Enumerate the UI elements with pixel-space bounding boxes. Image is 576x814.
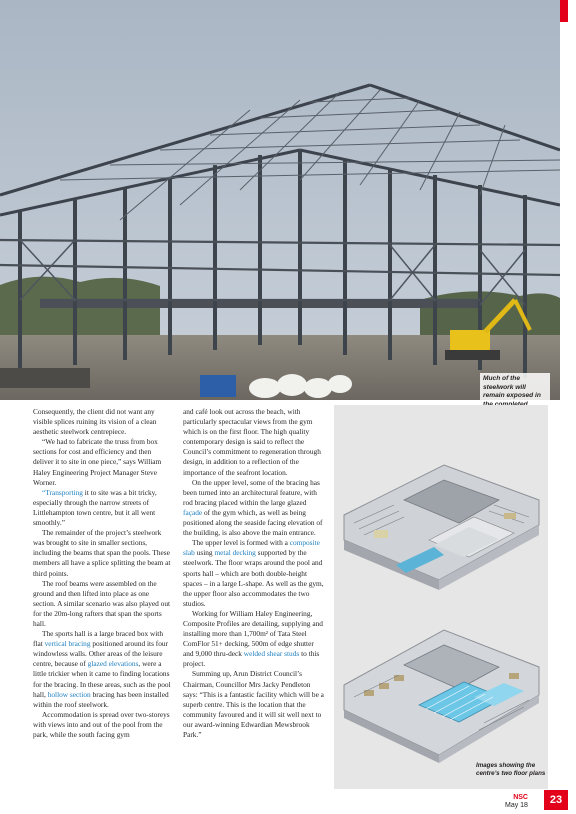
paragraph: and café look out across the beach, with particularly spectacular views from the gym which is on the first floor. The high quality contemporary design is said to reflect the Council’s commitment to regeneration through design, in addition to a reflection of the importance of the seafront location. [183, 407, 321, 477]
link-composite-slab[interactable]: composite slab [183, 538, 320, 558]
magazine-name: NSC [513, 794, 528, 801]
paragraph: “We had to fabricate the truss from box sections for cost and efficiency and then deliver it to site in one piece,” says William Haley Engineering Project Manager Steve Worner. [33, 437, 162, 487]
footer-magazine [505, 794, 528, 810]
link-vertical-bracing[interactable]: vertical bracing [44, 639, 91, 649]
link-hollow-section[interactable]: hollow section [47, 689, 91, 699]
paragraph [33, 488, 173, 528]
link-transporting[interactable]: “Transporting [42, 487, 83, 497]
paragraph: The remainder of the project’s steelwork was brought to site in smaller sections, including the beams that span the pools. These members all have a splice splitting the beam at third points. [33, 528, 171, 578]
link-facade[interactable]: façade [183, 507, 203, 517]
issue-date: May 18 [505, 802, 528, 810]
paragraph-text: supported by the steelwork. The floor wraps around the pool and sports hall – which are both double-height spaces – in a large L-shape. As well as the gym, the upper floor also accommodates the two studios. [183, 548, 324, 608]
floor-plans-caption: Images showing the centre’s two floor plans [476, 762, 546, 778]
article-column-1 [33, 407, 173, 740]
paragraph [33, 629, 173, 710]
paragraph-text: The upper level is formed with a [192, 538, 290, 548]
link-glazed-elevations[interactable]: glazed elevations [87, 659, 139, 669]
paragraph: Consequently, the client did not want any visible splices ruining its vision of a clean aesthetic steelwork centrepiece. [33, 407, 157, 437]
paragraph-text: using [194, 548, 215, 558]
paragraph-text: it to site was a bit tricky, especially through the narrow streets of Littlehampton town centre, but it all went smoothly.” [33, 487, 157, 528]
article-column-2 [183, 407, 326, 740]
paragraph [183, 538, 326, 609]
paragraph: The roof beams were assembled on the ground and then lifted into place as one section. A similar scenario was also played out for the 20m-long rafters that span the sports hall. [33, 578, 171, 628]
paragraph-text: , were a little trickier when it came to finding locations for the bracing. In these areas, such as the pool hall, [33, 659, 171, 699]
paragraph-text: of the gym which, as well as being positioned along the seaside facing elevation of the building, is also above the main entrance. [183, 507, 323, 538]
steelwork-photo [0, 0, 560, 400]
paragraph: Summing up, Arun District Council’s Chairman, Councillor Mrs Jacky Pendleton says: “This is a fantastic facility which will be a superb centre. This is the location that the community favoured and it will sit well next to our award-winning Edwardian Mewsbrook Park.” [183, 669, 324, 739]
paragraph-text: The sports hall is a large braced box with flat [33, 629, 164, 649]
paragraph [183, 478, 326, 539]
paragraph-text: On the upper level, some of the bracing has been turned into an architectural feature, with rod bracing placed within the large glazed [183, 477, 320, 507]
paragraph-text: positioned around its four windowless walls. Other areas of the leisure centre, because of [33, 639, 169, 669]
paragraph-text: Working for William Haley Engineering, Composite Profiles are detailing, supplying and installing more than 1,700m² of Tata Steel ComFlor 51+ decking, 500m of edge shutter and 9,000 thru-deck [183, 608, 323, 659]
paragraph-text: bracing has been installed within the roof steelwork. [33, 689, 169, 709]
page-number: 23 [544, 790, 568, 810]
link-metal-decking[interactable]: metal decking [214, 548, 256, 558]
paragraph [183, 609, 326, 670]
link-welded-shear-studs[interactable]: welded shear studs [243, 649, 300, 659]
floor-plans-image [334, 405, 548, 789]
paragraph-text: to this project. [183, 649, 320, 669]
photo-caption: Much of the steelwork will remain exposed in [480, 373, 550, 420]
paragraph: Accommodation is spread over two-storeys with views into and out of the pool from the park, while the south facing gym [33, 709, 170, 739]
